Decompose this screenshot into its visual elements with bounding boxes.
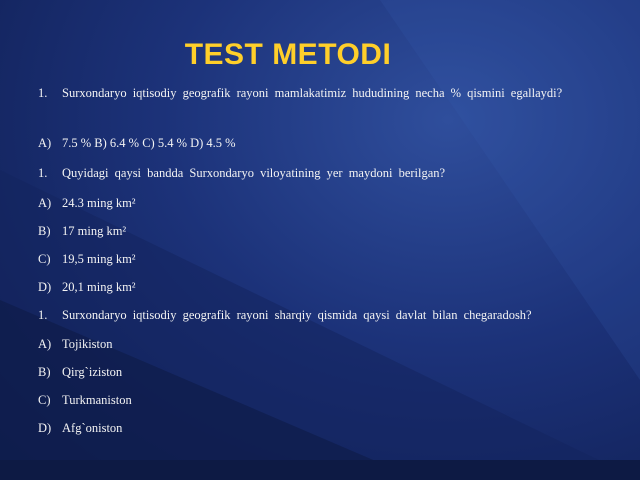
option-text: 20,1 ming km² (62, 280, 136, 294)
option-text: Afg`oniston (62, 421, 123, 435)
option-label: C) (38, 393, 51, 407)
option-label: D) (38, 421, 52, 435)
option-label: B) (38, 224, 51, 238)
option-text: Tojikiston (62, 337, 113, 351)
option-label: A) (38, 337, 52, 351)
bottom-bar (0, 460, 640, 480)
slide-title: TEST METODI (184, 38, 392, 71)
option-text: Turkmaniston (62, 393, 132, 407)
question-3-text: Surxondaryo iqtisodiy geografik rayoni sharqiy qismida qaysi davlat bilan chegaradosh? (62, 308, 532, 322)
question-1-number: 1. (38, 86, 48, 100)
question-3-number: 1. (38, 308, 48, 322)
question-1-text: Surxondaryo iqtisodiy geografik rayoni mamlakatimiz hududining necha % qismini egallaydi? (62, 86, 563, 100)
question-1-option-a-label: A) (38, 136, 52, 150)
question-2-number: 1. (38, 166, 48, 180)
option-text: 24.3 ming km² (62, 196, 136, 210)
question-1-options-text: 7.5 % B) 6.4 % C) 5.4 % D) 4.5 % (62, 136, 236, 150)
question-2-text: Quyidagi qaysi bandda Surxondaryo viloyatining yer maydoni berilgan? (62, 166, 446, 180)
option-label: D) (38, 280, 52, 294)
option-text: Qirg`iziston (62, 365, 123, 379)
option-text: 19,5 ming km² (62, 252, 136, 266)
option-label: C) (38, 252, 51, 266)
option-label: A) (38, 196, 52, 210)
option-text: 17 ming km² (62, 224, 127, 238)
option-label: B) (38, 365, 51, 379)
